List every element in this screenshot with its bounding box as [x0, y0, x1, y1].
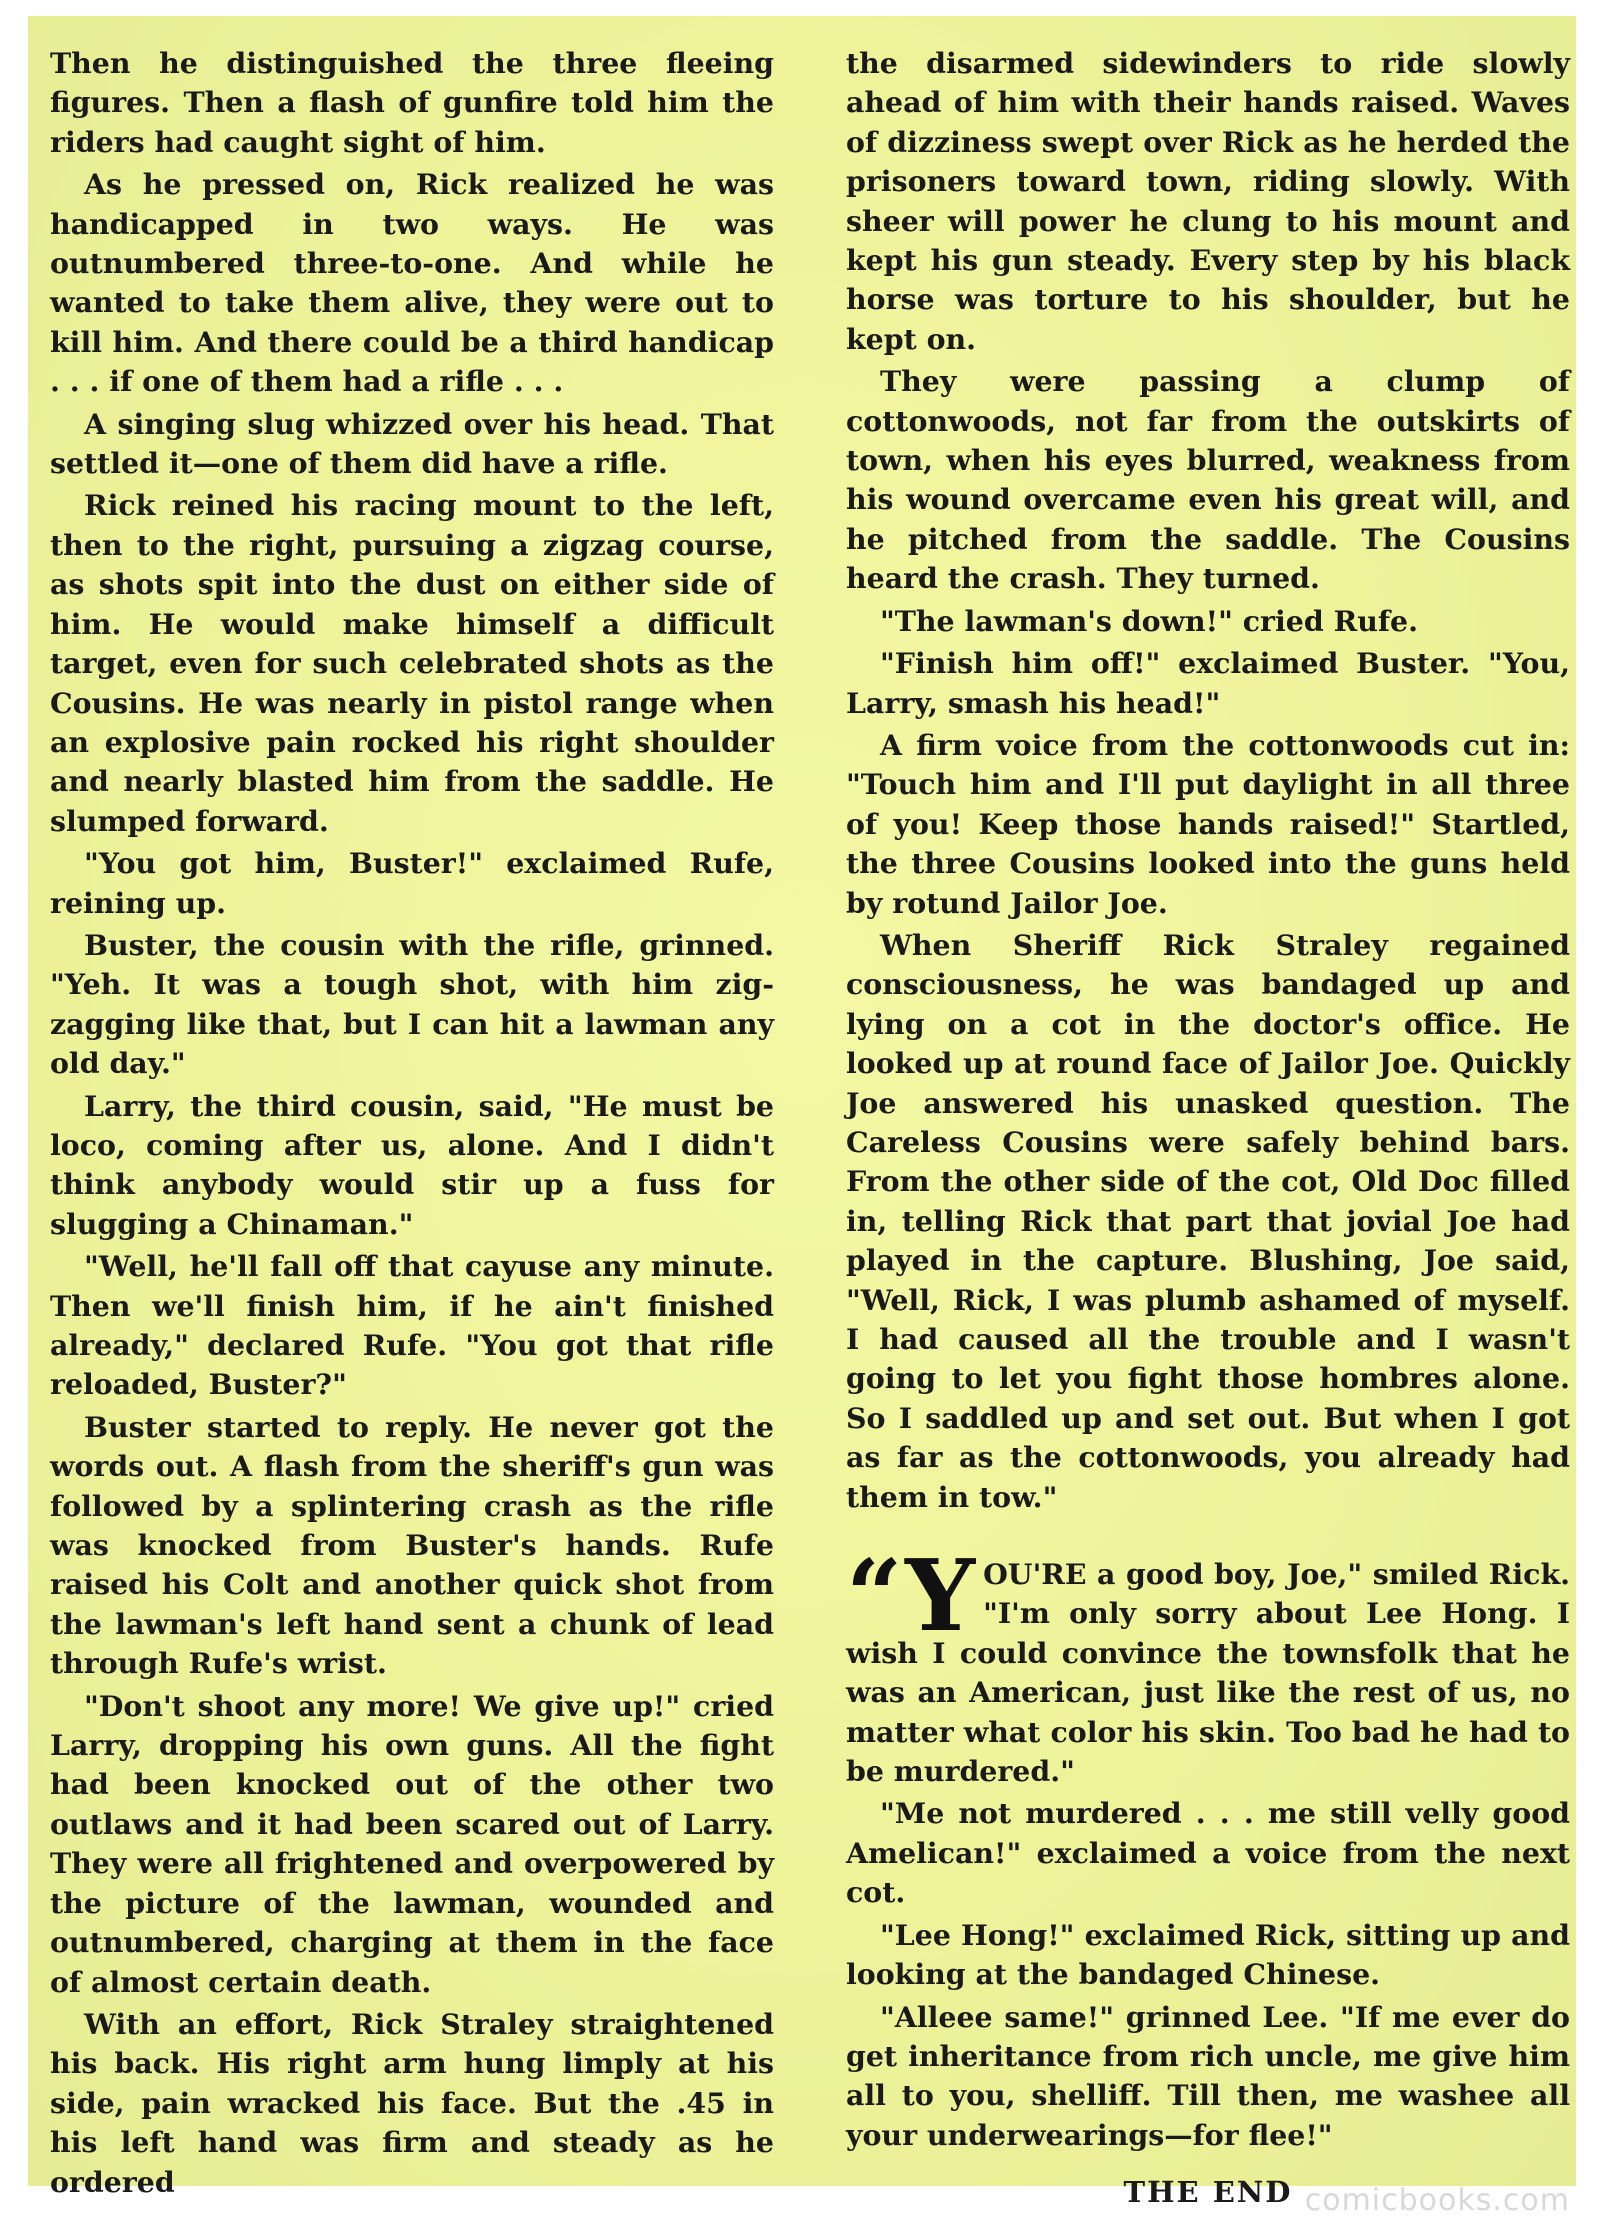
- paragraph: "You got him, Buster!" exclaimed Rufe, reining up.: [50, 846, 774, 920]
- drop-cap-quote: “: [846, 1539, 906, 1655]
- left-text-column: [50, 44, 774, 2205]
- paragraph: A singing slug whizzed over his head. That settled it—one of them did have a rifle.: [50, 406, 774, 481]
- paragraph: "Me not murdered . . . me still velly good Amelican!" exclaimed a voice from the next cot.: [846, 1796, 1570, 1910]
- paragraph: Then he distinguished the three fleeing figures. Then a flash of gunfire told him the riders had caught sight of him.: [50, 46, 774, 159]
- drop-cap: [846, 1539, 976, 1655]
- paragraph: Rick reined his racing mount to the left, then to the right, pursuing a zigzag course, as shots spit into the dust on either side of him. He would make himself a difficult target, even for such celebrated shots as the Cousins. He was nearly in pistol range when an explosive pain rocked his right shoulder and nearly blasted him from the saddle. He slumped forward.: [50, 488, 774, 838]
- paragraph: "The lawman's down!" cried Rufe.: [880, 603, 1418, 638]
- paragraph: the disarmed sidewinders to ride slowly ahead of him with their hands raised. Waves of dizziness swept over Rick as he herded the prisoners toward town, riding slowly. With sheer will power he clung to his mount and kept his gun steady. Every step by his black horse was torture to his shoulder, but he kept on.: [846, 46, 1570, 356]
- paragraph: A firm voice from the cottonwoods cut in: "Touch him and I'll put daylight in all three of you! Keep those hands raised!" Startled, the three Cousins looked into the guns held by rotund Jailor Joe.: [846, 727, 1570, 920]
- paragraph: "Alleee same!" grinned Lee. "If me ever do get inheritance from rich uncle, me give him all to you, shelliff. Till then, me washee all your underwearings—for flee!": [846, 1999, 1570, 2152]
- paragraph: As he pressed on, Rick realized he was handicapped in two ways. He was outnumbered three-to-one. And while he wanted to take them alive, they were out to kill him. And there could be a third handicap . . . if one of them had a rifle . . .: [50, 167, 774, 399]
- paragraph: "Don't shoot any more! We give up!" cried Larry, dropping his own guns. All the fight had been knocked out of the other two outlaws and it had been scared out of Larry. They were all frightened and overpowered by the picture of the lawman, wounded and outnumbered, charging at them in the face of almost certain death.: [50, 1688, 774, 1999]
- right-text-column: [846, 44, 1570, 2213]
- paragraph: Buster started to reply. He never got the words out. A flash from the sheriff's gun was followed by a splintering crash as the rifle was knocked from Buster's hands. Rufe raised his Colt and another quick shot from the lawman's left hand sent a chunk of lead through Rufe's wrist.: [50, 1409, 774, 1681]
- dropcap-paragraph: [846, 1539, 1570, 1791]
- paragraph: "Lee Hong!" exclaimed Rick, sitting up and looking at the bandaged Chinese.: [846, 1917, 1570, 1992]
- paragraph: "Well, he'll fall off that cayuse any minute. Then we'll finish him, if he ain't finished already," declared Rufe. "You got that rifle reloaded, Buster?": [50, 1249, 774, 1402]
- paragraph: "Finish him off!" exclaimed Buster. "You, Larry, smash his head!": [846, 646, 1570, 720]
- paragraph: Larry, the third cousin, said, "He must be loco, coming after us, alone. And I didn't think anybody would stir up a fuss for slugging a Chinaman.": [50, 1088, 774, 1241]
- paragraph: When Sheriff Rick Straley regained consciousness, he was bandaged up and lying on a cot in the doctor's office. He looked up at round face of Jailor Joe. Quickly Joe answered his unasked question. The Careless Cousins were safely behind bars. From the other side of the cot, Old Doc filled in, telling Rick that part that jovial Joe had played in the capture. Blushing, Joe said, "Well, Rick, I was plumb ashamed of myself. I had caused all the trouble and I wasn't going to let you fight those hombres alone. So I saddled up and set out. But when I got as far as the cottonwoods, you already had them in tow.": [846, 927, 1570, 1514]
- dropcap-paragraph-text: OU'RE a good boy, Joe," smiled Rick. "I'm only sorry about Lee Hong. I wish I could convince the townsfolk that he was an American, just like the rest of us, no matter what color his skin. Too bad he had to be murdered.": [846, 1557, 1570, 1789]
- the-end-label: THE END: [1123, 2175, 1293, 2210]
- drop-cap-letter: Y: [905, 1539, 976, 1655]
- paragraph: They were passing a clump of cottonwoods, not far from the outskirts of town, when his eyes blurred, weakness from his wound overcame even his great will, and he pitched from the saddle. The Cousins heard the crash. They turned.: [846, 364, 1570, 596]
- paragraph: Buster, the cousin with the rifle, grinned. "Yeh. It was a tough shot, with him zig-zagging like that, but I can hit a lawman any old day.": [50, 927, 774, 1081]
- site-watermark: comicbooks.com: [1304, 2183, 1570, 2218]
- paragraph: With an effort, Rick Straley straightened his back. His right arm hung limply at his side, pain wracked his face. But the .45 in his left hand was firm and steady as he ordered: [50, 2006, 774, 2199]
